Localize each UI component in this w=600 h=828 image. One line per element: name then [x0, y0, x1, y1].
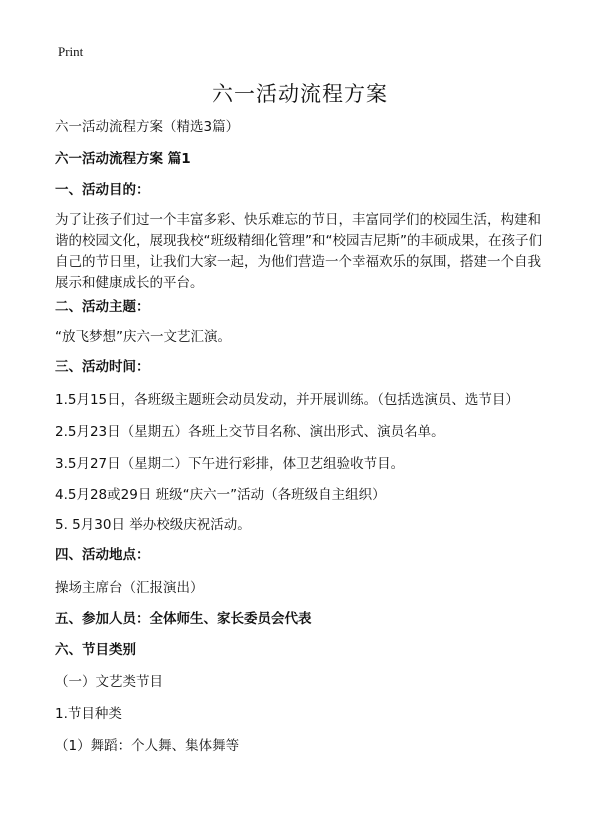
purpose-line-1: 为了让孩子们过一个丰富多彩、快乐难忘的节日，丰富同学们的校园生活，构建和 — [55, 212, 541, 228]
category-sub-2: 1.节目种类 — [55, 706, 122, 722]
time-item-4: 4.5月28或29日 班级“庆六一”活动（各班级自主组织） — [55, 487, 386, 503]
category-sub-3: （1）舞蹈：个人舞、集体舞等 — [55, 738, 240, 754]
theme-heading: 二、活动主题： — [55, 299, 150, 315]
location-text: 操场主席台（汇报演出） — [55, 580, 204, 596]
time-item-2: 2.5月23日（星期五）各班上交节目名称、演出形式、演员名单。 — [55, 424, 445, 440]
purpose-heading: 一、活动目的： — [55, 182, 150, 198]
purpose-line-3: 自己的节日里，让我们大家一起，为他们营造一个幸福欢乐的氛围，搭建一个自我 — [55, 254, 541, 270]
page-title: 六一活动流程方案 — [212, 82, 388, 106]
participants-heading: 五、参加人员：全体师生、家长委员会代表 — [55, 611, 312, 627]
purpose-line-2: 谐的校园文化，展现我校“班级精细化管理”和“校园吉尼斯”的丰硕成果，在孩子们 — [55, 233, 542, 249]
time-heading: 三、活动时间： — [55, 359, 150, 375]
theme-text: “放飞梦想”庆六一文艺汇演。 — [55, 329, 231, 345]
category-sub-1: （一）文艺类节目 — [55, 674, 163, 690]
time-item-1: 1.5月15日，各班级主题班会动员发动，并开展训练。（包括选演员、选节目） — [55, 392, 519, 408]
print-link[interactable]: Print — [58, 44, 84, 59]
location-heading: 四、活动地点： — [55, 547, 150, 563]
time-item-3: 3.5月27日（星期二）下午进行彩排，体卫艺组验收节目。 — [55, 456, 405, 472]
time-item-5: 5. 5月30日 举办校级庆祝活动。 — [55, 517, 251, 533]
purpose-line-4: 展示和健康成长的平台。 — [55, 275, 204, 291]
section-heading: 六一活动流程方案 篇1 — [55, 151, 191, 167]
category-heading: 六、节目类别 — [55, 642, 136, 658]
document-subtitle: 六一活动流程方案（精选3篇） — [55, 119, 240, 135]
